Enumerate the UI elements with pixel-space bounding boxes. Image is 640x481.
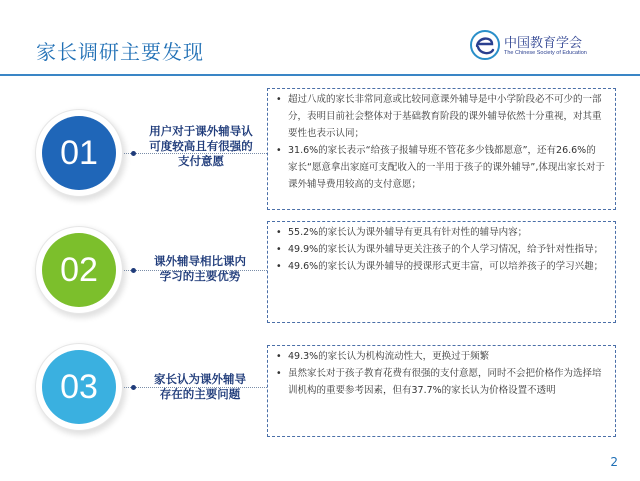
finding-detail-box <box>267 345 616 437</box>
finding-title <box>138 124 264 169</box>
list-item: • 31.6%的家长表示“给孩子报辅导班不管花多少钱都愿意”，还有26.6%的家长“愿意拿出家庭可支配收入的一半用于孩子的课外辅导”,体现出家长对于课外辅导费用较高的支付意愿； <box>276 142 605 193</box>
finding-number-badge: 02 <box>42 233 116 307</box>
list-item: • 55.2%的家长认为课外辅导有更具有针对性的辅导内容； <box>276 224 605 241</box>
connector-dot <box>131 151 136 156</box>
finding-title-line: 存在的主要问题 <box>159 387 241 401</box>
society-logo-icon <box>468 28 502 62</box>
list-item: • 49.3%的家长认为机构流动性大，更换过于频繁 <box>276 348 605 365</box>
connector-line <box>124 153 267 154</box>
title-divider <box>0 74 640 76</box>
finding-title-line: 家长认为课外辅导 <box>154 372 246 386</box>
connector-dot <box>131 268 136 273</box>
page-title: 家长调研主要发现 <box>36 40 204 64</box>
logo <box>468 28 628 68</box>
finding-title-line: 课外辅导相比课内 <box>154 254 246 268</box>
connector-line <box>124 270 267 271</box>
finding-title-line: 支付意愿 <box>178 154 224 168</box>
logo-text: 中国教育学会 <box>504 36 583 51</box>
list-item: • 超过八成的家长非常同意或比较同意课外辅导是中小学阶段必不可少的一部分，表明目前社会整体对于基础教育阶段的课外辅导依然十分重视，对其重要性也表示认同； <box>276 91 605 142</box>
connector-dot <box>131 385 136 390</box>
finding-detail-box <box>267 221 616 323</box>
finding-title-line: 可度较高且有很强的 <box>149 139 253 153</box>
connector-line <box>124 387 267 388</box>
list-item: • 49.6%的家长认为课外辅导的授课形式更丰富，可以培养孩子的学习兴趣； <box>276 258 605 275</box>
finding-title-line: 用户对于课外辅导认 <box>149 124 253 138</box>
finding-title-line: 学习的主要优势 <box>159 269 241 283</box>
list-item: • 49.9%的家长认为课外辅导更关注孩子的个人学习情况，给予针对性指导； <box>276 241 605 258</box>
finding-title <box>140 254 260 284</box>
finding-detail-box <box>267 88 616 210</box>
finding-number-badge: 03 <box>42 350 116 424</box>
logo-subtext: The Chinese Society of Education <box>504 50 587 56</box>
finding-number-badge: 01 <box>42 116 116 190</box>
list-item: • 虽然家长对于孩子教育花费有很强的支付意愿，同时不会把价格作为选择培训机构的重要参考因素，但有37.7%的家长认为价格设置不透明 <box>276 365 605 399</box>
page-number: 2 <box>610 455 618 469</box>
